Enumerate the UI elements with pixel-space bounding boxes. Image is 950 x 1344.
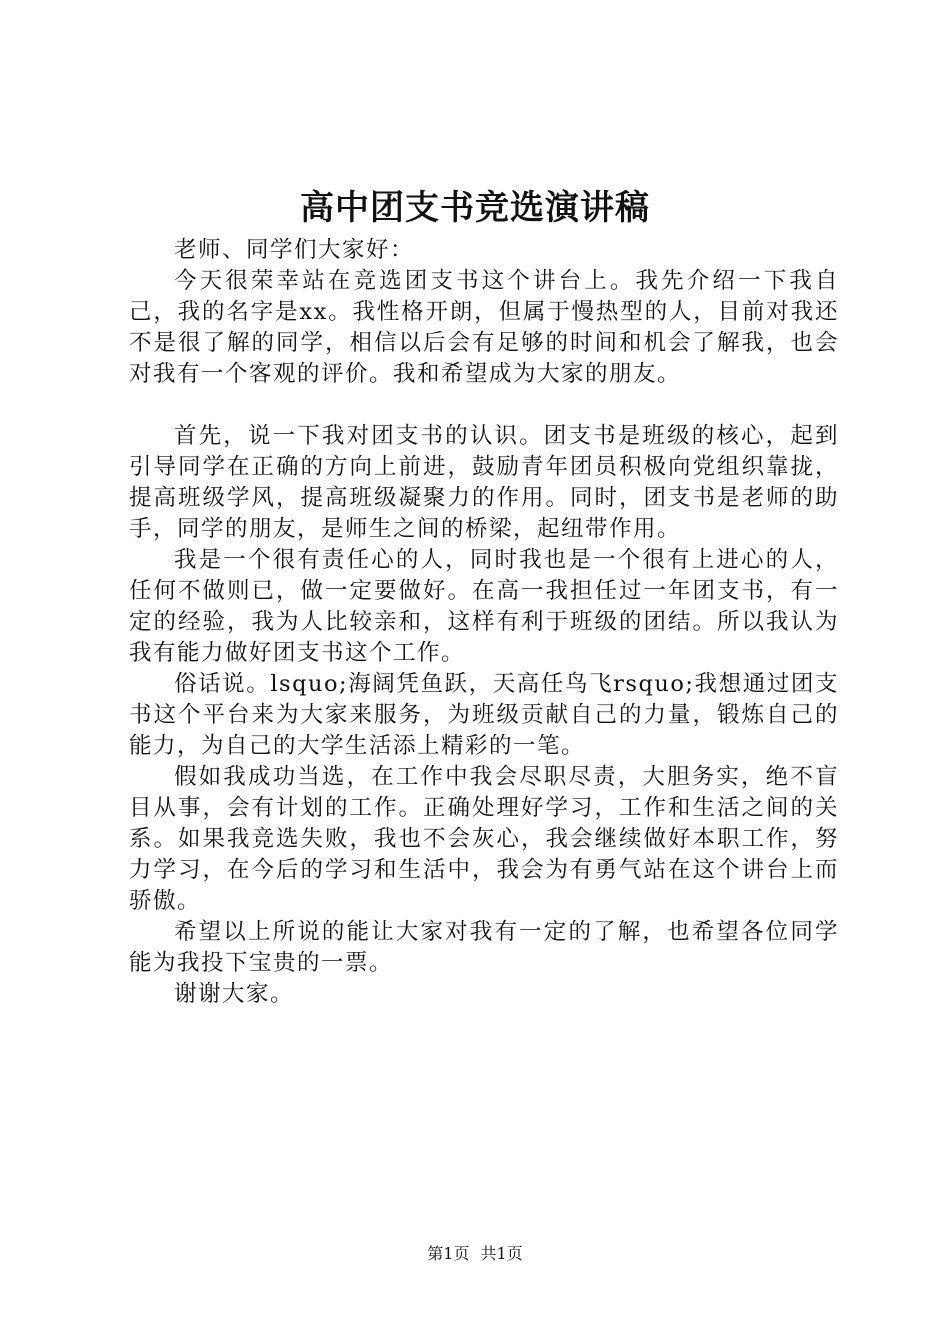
paragraph-qualities: 我是一个很有责任心的人，同时我也是一个很有上进心的人，任何不做则已，做一定要做好。在高一我担任过一年团支书，有一定的经验，我为人比较亲和，这样有利于班级的团结。所以我认为我有能力做好团支书这个工作。 xyxy=(129,547,839,666)
document-body xyxy=(129,235,839,1010)
document-title: 高中团支书竞选演讲稿 xyxy=(300,188,650,228)
paragraph-commitment: 假如我成功当选，在工作中我会尽职尽责，大胆务实，绝不盲目从事，会有计划的工作。正确处理好学习，工作和生活之间的关系。如果我竞选失败，我也不会灰心，我会继续做好本职工作，努力学习，在今后的学习和生活中，我会为有勇气站在这个讲台上而骄傲。 xyxy=(129,764,839,914)
page-number-total: 共1页 xyxy=(480,1244,523,1263)
paragraph-greeting: 老师、同学们大家好： xyxy=(174,237,415,263)
paragraph-introduction: 今天很荣幸站在竞选团支书这个讲台上。我先介绍一下我自己，我的名字是xx。我性格开朗，但属于慢热型的人，目前对我还不是很了解的同学，相信以后会有足够的时间和机会了解我，也会对我有一个客观的评价。我和希望成为大家的朋友。 xyxy=(129,268,839,387)
page-number-current: 第1页 xyxy=(427,1244,470,1263)
paragraph-thanks: 谢谢大家。 xyxy=(174,981,295,1007)
page-footer xyxy=(0,1242,950,1266)
paragraph-motivation: 俗话说。lsquo;海阔凭鱼跃，天高任鸟飞rsquo;我想通过团支书这个平台来为大家来服务，为班级贡献自己的力量，锻炼自己的能力，为自己的大学生活添上精彩的一笔。 xyxy=(129,671,839,759)
paragraph-role-understanding: 首先，说一下我对团支书的认识。团支书是班级的核心，起到引导同学在正确的方向上前进，鼓励青年团员积极向党组织靠拢，提高班级学风，提高班级凝聚力的作用。同时，团支书是老师的助手，同学的朋友，是师生之间的桥梁，起纽带作用。 xyxy=(129,423,839,542)
paragraph-closing-request: 希望以上所说的能让大家对我有一定的了解，也希望各位同学能为我投下宝贵的一票。 xyxy=(129,919,839,976)
